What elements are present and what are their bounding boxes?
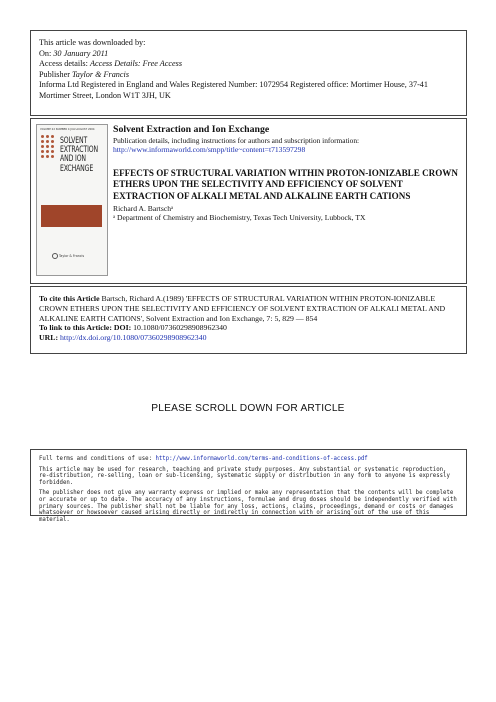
author-affiliation: ᵃ Department of Chemistry and Biochemistry, Texas Tech University, Lubbock, TX — [113, 213, 366, 223]
journal-url-link[interactable]: http://www.informaworld.com/smpp/title~content=t713597298 — [113, 145, 306, 155]
citation-text: To cite this Article Bartsch, Richard A.(1989) 'EFFECTS OF STRUCTURAL VARIATION WITHIN PROTON-IONIZABLE CROWN ETHERS UPON THE SELECTIVITY AND EFFICIENCY OF SOLVENT EXTRACTION OF ALKALI METAL AND ALKALINE EARTH CATIONS', Solvent Extraction and Ion Exchange, 7: 5, 829 — 854 — [39, 294, 446, 323]
access-details: Access details: Access Details: Free Access — [39, 59, 183, 69]
terms-full-line: Full terms and conditions of use: http://www.informaworld.com/terms-and-conditions-of-access.pdf — [39, 456, 368, 462]
download-date: On: 30 January 2011 — [39, 48, 109, 58]
informa-registration: Informa Ltd Registered in England and Wales Registered Number: 1072954 Registered office: Mortimer House, 37-41 Mortimer Street, London W1T 3JH, UK — [39, 80, 428, 100]
article-author: Richard A. Bartschᵃ — [113, 203, 174, 213]
journal-cover-image — [36, 124, 108, 276]
doi-line: To link to this Article: DOI: 10.1080/07360298908962340 — [39, 323, 227, 333]
cover-dot-pattern — [41, 135, 59, 163]
cover-journal-title: SOLVENT EXTRACTION AND ION EXCHANGE — [60, 136, 98, 174]
publication-details: Publication details, including instructions for authors and subscription information: — [113, 135, 360, 145]
journal-name: Solvent Extraction and Ion Exchange — [113, 124, 270, 135]
publisher-logo-icon — [52, 253, 58, 259]
doi-value[interactable]: 10.1080/07360298908962340 — [133, 323, 227, 333]
terms-url-link[interactable]: http://www.informaworld.com/terms-and-conditions-of-access.pdf — [155, 456, 368, 462]
cover-publisher-logo: Taylor & Francis — [52, 253, 84, 259]
doi-url-link[interactable]: http://dx.doi.org/10.1080/07360298908962340 — [60, 333, 207, 343]
citation-box — [30, 286, 467, 354]
journal-meta — [113, 125, 463, 223]
url-line: URL: http://dx.doi.org/10.1080/07360298908962340 — [39, 333, 207, 343]
publisher-line: Publisher Taylor & Francis — [39, 69, 129, 79]
scroll-notice: PLEASE SCROLL DOWN FOR ARTICLE — [151, 403, 345, 414]
cover-color-band — [41, 205, 102, 227]
download-info-box — [30, 30, 467, 116]
terms-paragraph-usage: This article may be used for research, teaching and private study purposes. Any substantial or systematic reproduction, re-distribution, re-selling, loan or sub-licensing, systematic supply or distribution in any form to anyone is expressly forbidden. — [39, 466, 450, 486]
article-title: EFFECTS OF STRUCTURAL VARIATION WITHIN PROTON-IONIZABLE CROWN ETHERS UPON THE SELECTIVITY AND EFFICIENCY OF SOLVENT EXTRACTION OF ALKALI METAL AND ALKALINE EARTH CATIONS — [113, 167, 458, 201]
cover-issue-line: VOLUME 22 NUMBER 4 JULY-AUGUST 2004 — [40, 128, 95, 131]
download-heading: This article was downloaded by: — [39, 38, 146, 47]
journal-info-box — [30, 118, 467, 284]
terms-paragraph-disclaimer: The publisher does not give any warranty express or implied or make any representation that the contents will be complete or accurate or up to date. The accuracy of any instructions, formulae and drug doses should be independently verified with primary sources. The publisher shall not be liable for any loss, actions, claims, proceedings, demand or costs or damages whatsoever or howsoever caused arising directly or indirectly in connection with or arising out of the use of this material. — [39, 490, 457, 523]
terms-box — [30, 449, 467, 523]
